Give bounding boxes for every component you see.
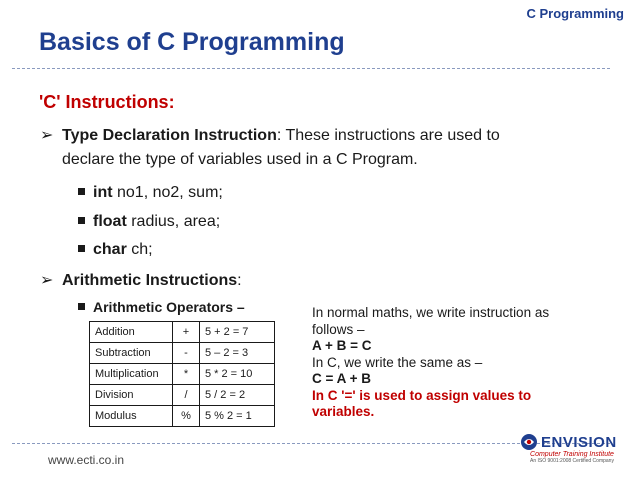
table-row [90,406,275,427]
example-rest: ch; [126,241,153,258]
note-math-expression: A + B = C [312,338,372,353]
logo-tagline: Computer Training Institute [530,451,614,458]
square-bullet-icon [78,217,85,224]
square-bullet-icon [78,303,85,310]
title-divider [12,68,610,69]
note-highlight: In C '=' is used to assign values to [312,387,532,403]
assignment-note [312,305,632,421]
operators-label: Arithmetic Operators – [93,299,245,315]
table-row [90,385,275,406]
op-symbol: / [173,385,200,406]
type-decl-label: Type Declaration Instruction [62,127,277,144]
op-symbol: % [173,406,200,427]
footer-url: www.ecti.co.in [48,453,125,467]
table-row [90,343,275,364]
op-name: Division [90,385,173,406]
table-row [90,364,275,385]
note-c-expression: C = A + B [312,371,372,386]
note-line: In C, we write the same as – [312,354,483,370]
page-title: Basics of C Programming [39,28,345,56]
example-keyword: int [93,184,113,201]
type-decl-text-2: declare the type of variables used in a C Program. [62,151,418,168]
operators-table [89,321,275,427]
op-example: 5 / 2 = 2 [200,385,275,406]
op-name: Multiplication [90,364,173,385]
arith-bullet [40,269,242,292]
type-decl-text: : These instructions are used to [276,127,500,144]
header-course: C Programming [526,6,624,21]
square-bullet-icon [78,245,85,252]
op-symbol: + [173,322,200,343]
operators-item [78,296,245,319]
section-heading: 'C' Instructions: [39,92,175,112]
example-rest: radius, area; [126,213,221,230]
table-row [90,322,275,343]
arith-colon: : [237,272,242,289]
arrow-bullet-icon: ➢ [40,127,54,144]
note-highlight: variables. [312,404,375,419]
example-item [78,210,220,233]
envision-logo [520,433,624,464]
square-bullet-icon [78,188,85,195]
note-line: In normal maths, we write instruction as [312,305,550,320]
op-name: Addition [90,322,173,343]
arrow-bullet-icon: ➢ [40,272,54,289]
op-name: Modulus [90,406,173,427]
op-symbol: * [173,364,200,385]
example-keyword: char [93,241,127,258]
example-item [78,238,153,261]
logo-brand: ENVISION [541,433,617,451]
logo-mark-icon [520,433,538,451]
op-name: Subtraction [90,343,173,364]
example-keyword: float [93,213,127,230]
op-example: 5 * 2 = 10 [200,364,275,385]
arith-label: Arithmetic Instructions [62,272,238,289]
op-symbol: - [173,343,200,364]
op-example: 5 % 2 = 1 [200,406,275,427]
op-example: 5 + 2 = 7 [200,322,275,343]
example-item [78,181,223,204]
logo-cert: An ISO 9001:2008 Certified Company [530,458,614,464]
example-rest: no1, no2, sum; [112,184,223,201]
type-decl-bullet [40,124,500,147]
note-line: follows – [312,321,365,337]
op-example: 5 – 2 = 3 [200,343,275,364]
